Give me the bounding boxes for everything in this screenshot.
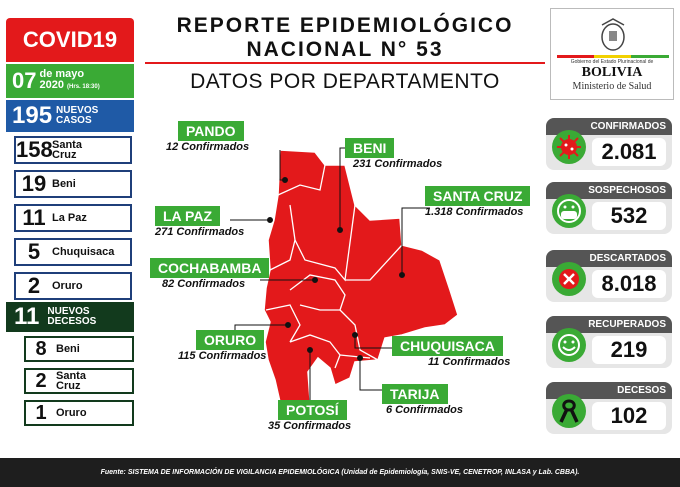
count: 8	[35, 337, 47, 360]
report-date	[6, 64, 134, 98]
dept-confirmed: 35 Confirmados	[268, 420, 352, 432]
card-label: DESCARTADOS	[546, 250, 672, 267]
mask-face-icon	[552, 194, 586, 228]
virus-icon	[552, 130, 586, 164]
new-cases-list	[14, 136, 132, 306]
new-cases-count: 195	[12, 102, 53, 129]
dept-confirmed: 6 Confirmados	[386, 404, 464, 416]
dept: Santa Cruz	[52, 139, 82, 161]
card-value: 102	[592, 402, 666, 430]
count: 1	[35, 401, 47, 424]
count: 158	[16, 137, 53, 162]
dept-confirmed: 271 Confirmados	[155, 226, 245, 238]
dept: Chuquisaca	[52, 246, 115, 258]
report-title: REPORTE EPIDEMIOLÓGICO	[176, 14, 514, 37]
count: 2	[27, 273, 41, 298]
dept-confirmed: 115 Confirmados	[178, 350, 267, 362]
card-suspected	[546, 182, 672, 234]
covid-title: COVID19	[6, 18, 134, 62]
card-value: 532	[592, 202, 666, 230]
report-number: NACIONAL N° 53	[246, 38, 444, 61]
new-deaths-label-2: DECESOS	[47, 316, 97, 327]
x-icon	[552, 262, 586, 296]
new-deaths-count: 11	[14, 303, 40, 330]
dept-name: TARIJA	[382, 384, 448, 404]
dept-confirmed: 11 Confirmados	[428, 356, 511, 368]
dept-santa-cruz	[425, 186, 530, 218]
dept: La Paz	[52, 212, 87, 224]
list-item	[24, 400, 134, 426]
coat-of-arms-icon	[597, 17, 629, 55]
dept-oruro	[178, 330, 267, 362]
logo-ministry: Ministerio de Salud	[572, 81, 652, 92]
list-item	[14, 238, 132, 266]
new-cases-label: NUEVOS	[56, 105, 99, 116]
dept-beni	[345, 138, 442, 170]
card-discarded	[546, 250, 672, 302]
logo-small-text: Gobierno del Estado Plurinacional de	[570, 59, 654, 65]
dept: Oruro	[56, 407, 87, 419]
source-footer: Fuente: SISTEMA DE INFORMACIÓN DE VIGILANCIA EPIDEMIOLÓGICA (Unidad de Epidemiología, SNIS-VE, CENETROP, INLASA y Lab. CBBA).	[0, 458, 680, 487]
card-value: 8.018	[592, 270, 666, 298]
dept-cochabamba	[150, 258, 269, 290]
dept: Beni	[52, 178, 76, 190]
logo-country: BOLIVIA	[581, 65, 643, 80]
count: 2	[35, 369, 47, 392]
list-item	[24, 336, 134, 362]
dept-name: BENI	[345, 138, 394, 158]
list-item	[14, 204, 132, 232]
dept: Santa Cruz	[56, 370, 86, 392]
dept-name: POTOSÍ	[278, 400, 347, 420]
date-day: 07	[12, 68, 37, 93]
card-label: RECUPERADOS	[546, 316, 672, 333]
list-item	[14, 136, 132, 164]
count: 5	[27, 239, 41, 264]
new-cases-label-2: CASOS	[56, 115, 92, 126]
dept-name: CHUQUISACA	[392, 336, 503, 356]
list-item	[24, 368, 134, 394]
dept-potosi	[268, 400, 352, 432]
card-value: 219	[592, 336, 666, 364]
dept-name: LA PAZ	[155, 206, 220, 226]
mourning-ribbon-icon	[552, 394, 586, 428]
card-value: 2.081	[592, 138, 666, 166]
dept-confirmed: 12 Confirmados	[166, 141, 250, 153]
dept-name: SANTA CRUZ	[425, 186, 530, 206]
flag-stripe	[557, 55, 669, 58]
card-confirmed	[546, 118, 672, 170]
dept-pando	[166, 121, 250, 153]
page-subtitle: DATOS POR DEPARTAMENTO	[190, 70, 500, 93]
ministry-logo	[550, 8, 674, 100]
dept-name: COCHABAMBA	[150, 258, 269, 278]
card-label: CONFIRMADOS	[546, 118, 672, 135]
card-recovered	[546, 316, 672, 368]
date-hour: (Hrs. 18:30)	[67, 84, 100, 90]
dept-confirmed: 231 Confirmados	[353, 158, 443, 170]
dept-confirmed: 82 Confirmados	[162, 278, 246, 290]
date-year: 2020	[39, 79, 64, 91]
new-deaths-list	[24, 336, 134, 432]
new-deaths-label: NUEVOS	[47, 306, 90, 317]
list-item	[14, 170, 132, 198]
list-item	[14, 272, 132, 300]
new-cases-header	[6, 100, 134, 132]
card-deaths	[546, 382, 672, 434]
card-label: SOSPECHOSOS	[546, 182, 672, 199]
dept-confirmed: 1.318 Confirmados	[425, 206, 524, 218]
count: 11	[22, 205, 46, 230]
dept-chuquisaca	[392, 336, 510, 368]
new-deaths-header	[6, 302, 134, 332]
dept-tarija	[382, 384, 463, 416]
card-label: DECESOS	[546, 382, 672, 399]
divider	[145, 62, 545, 64]
dept-la-paz	[155, 206, 244, 238]
dept: Oruro	[52, 280, 83, 292]
smile-icon	[552, 328, 586, 362]
dept-name: PANDO	[178, 121, 244, 141]
date-month: de mayo	[39, 68, 85, 80]
count: 19	[21, 171, 47, 196]
dept: Beni	[56, 343, 80, 355]
dept-name: ORURO	[196, 330, 264, 350]
